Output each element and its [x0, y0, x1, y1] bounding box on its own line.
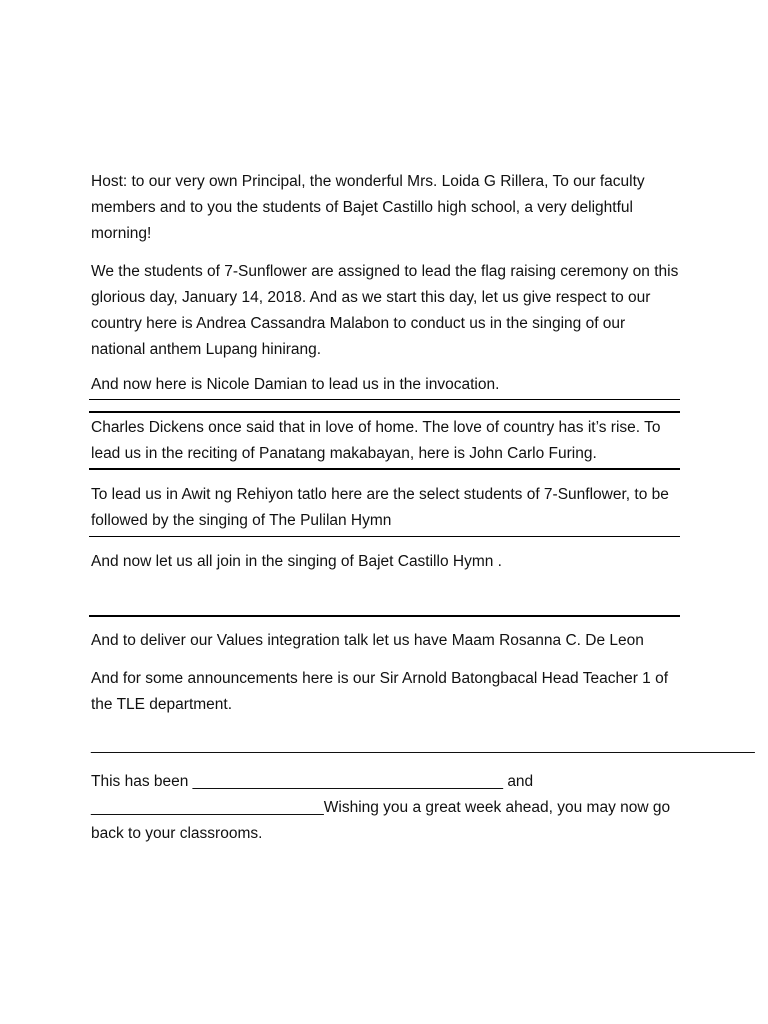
invocation-paragraph: And now here is Nicole Damian to lead us in the invocation.: [91, 376, 500, 393]
divider-line: [89, 536, 680, 537]
values-talk-paragraph: And to deliver our Values integration talk let us have Maam Rosanna C. De Leon: [91, 632, 644, 649]
school-hymn-paragraph: And now let us all join in the singing of Bajet Castillo Hymn .: [91, 553, 502, 570]
blank-underline-line: _____________________________________________________________________________: [91, 737, 755, 754]
announcements-paragraph: And for some announcements here is our Sir Arnold Batongbacal Head Teacher 1 of the TLE department.: [91, 670, 669, 713]
divider-line: [89, 399, 680, 400]
awit-rehiyon-paragraph: To lead us in Awit ng Rehiyon tatlo here are the select students of 7-Sunflower, to be followed by the singing of The Pulilan Hymn: [91, 486, 669, 529]
divider-line: [89, 411, 680, 413]
divider-line: [89, 468, 680, 470]
closing-paragraph: This has been ____________________________________ and ___________________________Wishing you a great week ahead, you may now go back to your classrooms.: [91, 773, 671, 842]
panatang-paragraph: Charles Dickens once said that in love of home. The love of country has it’s rise. To lead us in the reciting of Panatang makabayan, here is John Carlo Furing.: [91, 419, 661, 462]
host-greeting-paragraph: Host: to our very own Principal, the wonderful Mrs. Loida G Rillera, To our faculty members and to you the students of Bajet Castillo high school, a very delightful morning!: [91, 173, 645, 242]
flag-ceremony-paragraph: We the students of 7-Sunflower are assigned to lead the flag raising ceremony on this glorious day, January 14, 2018. And as we start this day, let us give respect to our country here is Andrea Cassandra Malabon to conduct us in the singing of our national anthem Lupang hinirang.: [91, 263, 679, 358]
divider-line: [89, 615, 680, 617]
